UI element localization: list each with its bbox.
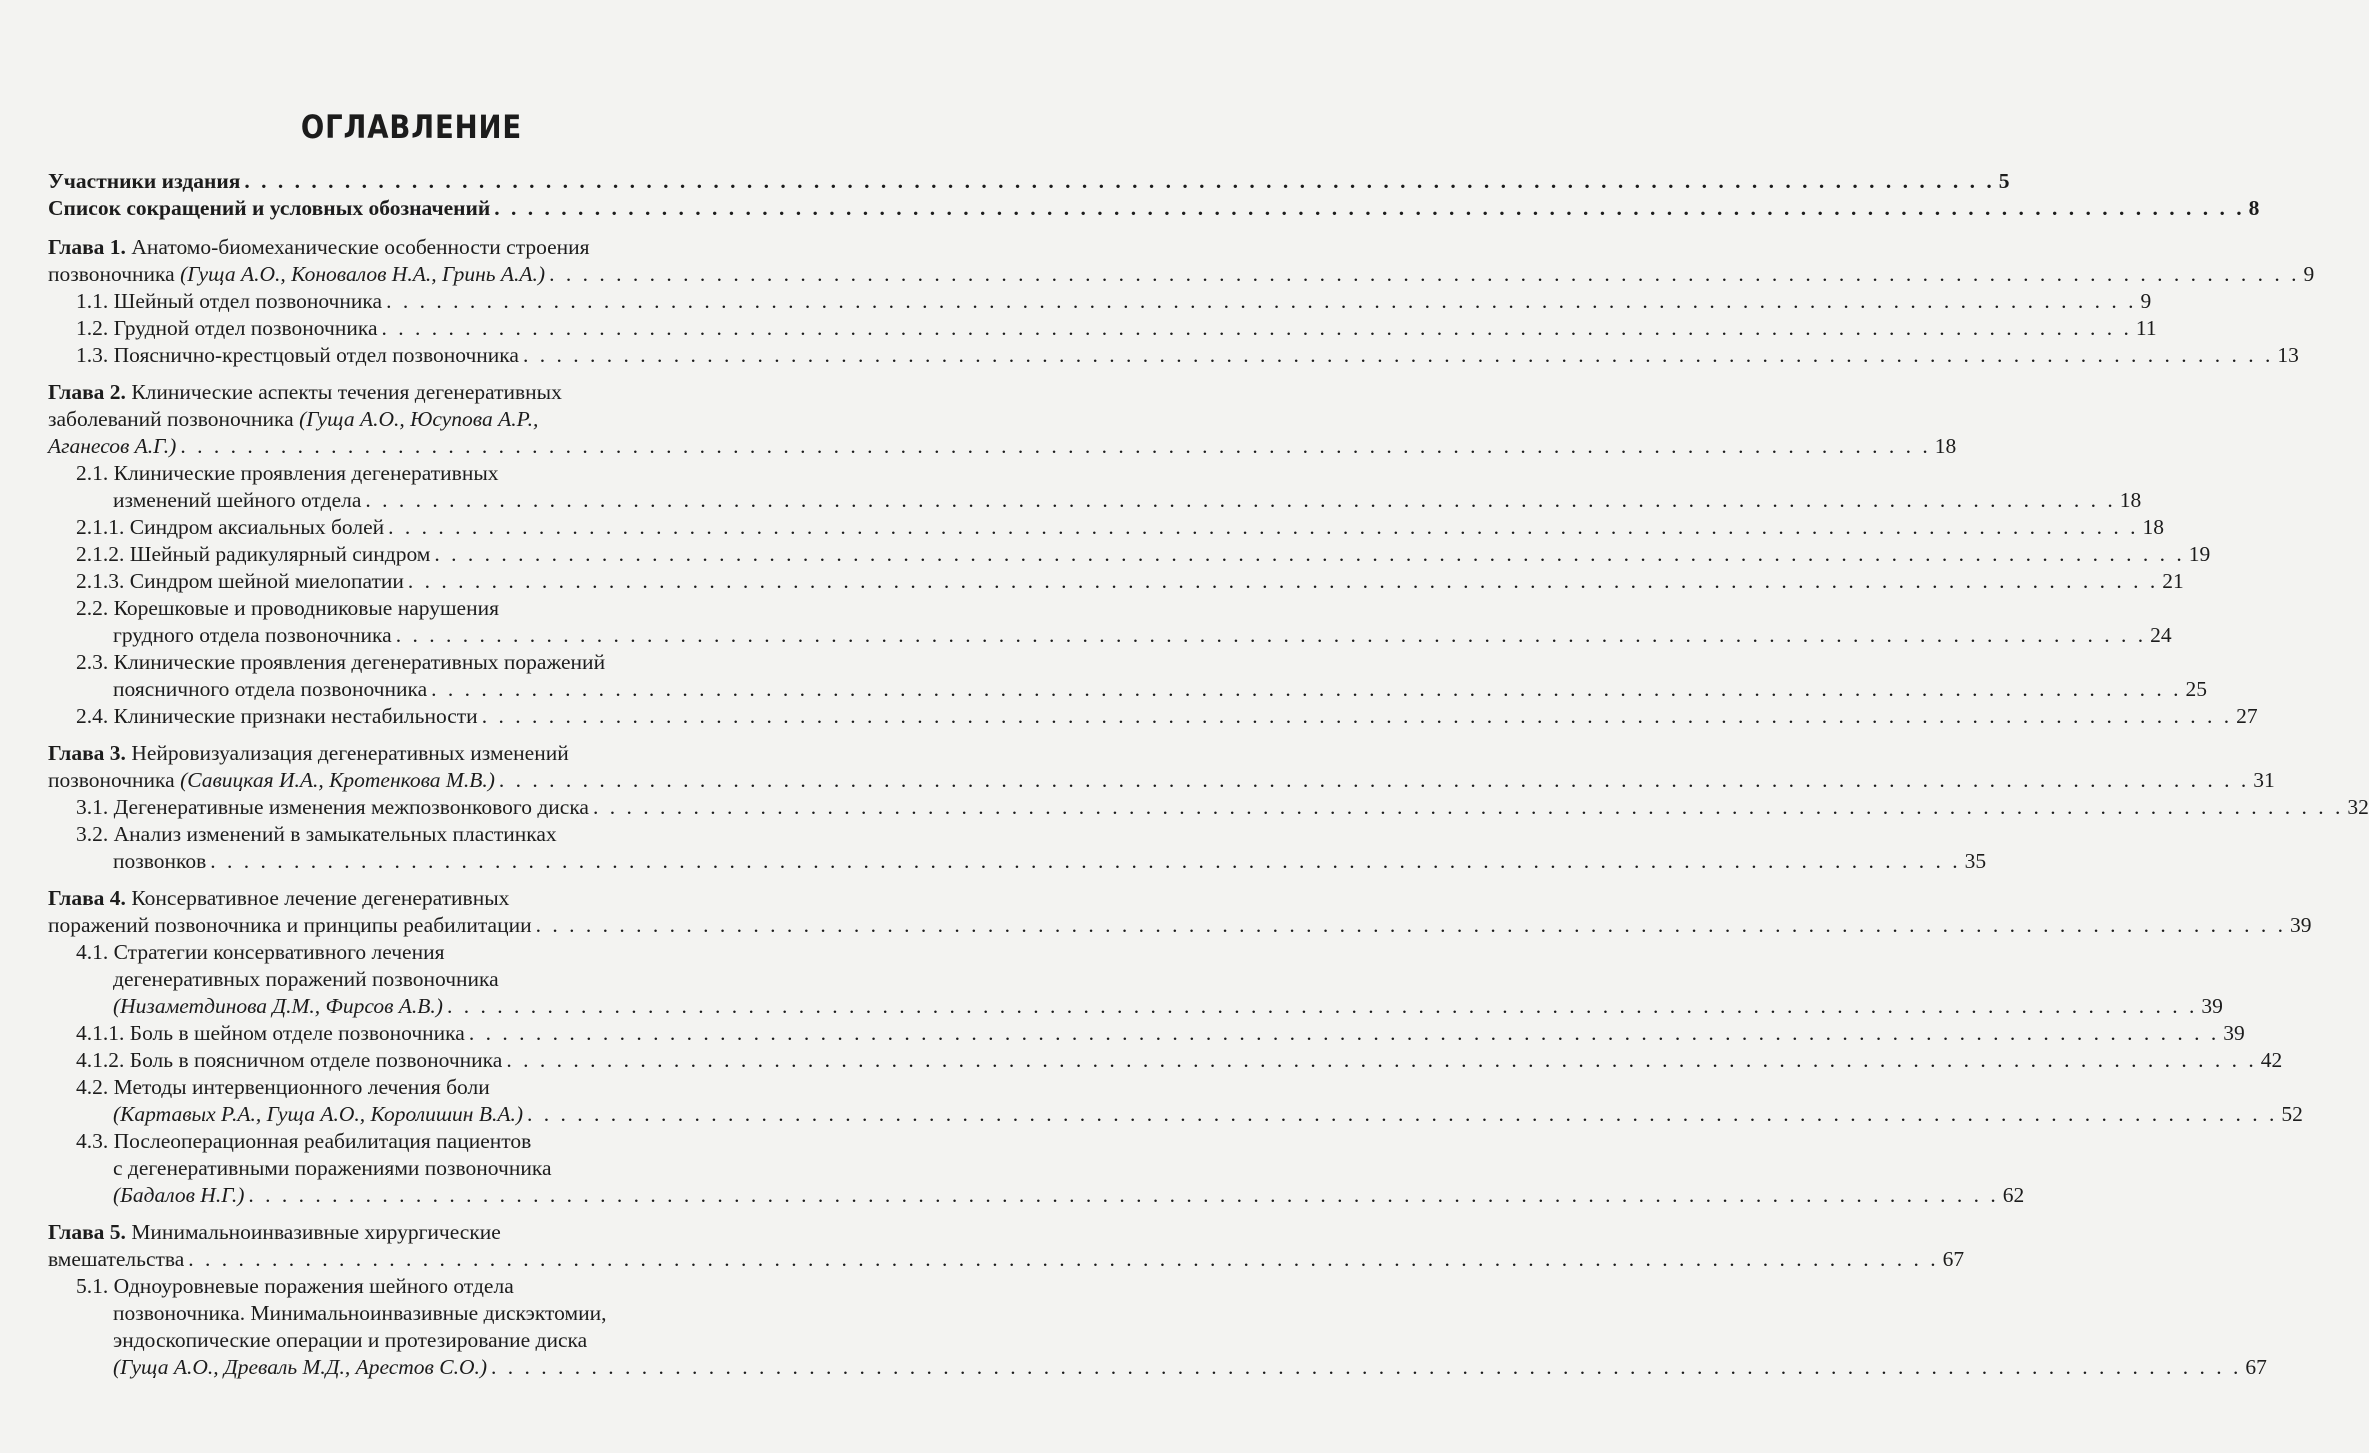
entry-text: Нейровизуализация дегенеративных изменений: [125, 741, 569, 765]
page-number: 11: [2135, 316, 2157, 340]
dot-leader: [361, 487, 2119, 514]
authors-text: (Картавых Р.А., Гуща А.О., Королишин В.А.): [113, 1102, 524, 1126]
toc-section-4-3[interactable]: [48, 1182, 2025, 1209]
dot-leader: [523, 1101, 2281, 1128]
authors-text: (Гуща А.О., Коновалов Н.А., Гринь А.А.): [180, 262, 546, 286]
entry-text: позвоночника. Минимальноинвазивные дискэктомии,: [113, 1301, 607, 1325]
toc-chapter-3[interactable]: [48, 767, 2275, 794]
page-number: 35: [1964, 849, 1987, 873]
dot-leader: [545, 261, 2303, 288]
dot-leader: [532, 912, 2290, 939]
page-number: 39: [2289, 913, 2312, 937]
toc-chapter-5-line1: [48, 1219, 778, 1246]
page-number: 67: [1942, 1247, 1965, 1271]
toc-section-5-1-line1: [48, 1273, 778, 1300]
toc-section-2-1-2[interactable]: [48, 541, 2211, 568]
dot-leader: [404, 568, 2162, 595]
toc-section-3-1[interactable]: [48, 794, 2369, 821]
dot-leader: [176, 433, 1934, 460]
dot-leader: [487, 1354, 2245, 1381]
toc-section-4-1[interactable]: [48, 993, 2223, 1020]
dot-leader: [184, 1246, 1942, 1273]
dot-leader: [240, 168, 1998, 195]
toc-section-4-2[interactable]: [48, 1101, 2303, 1128]
entry-text: 2.2. Корешковые и проводниковые нарушения: [76, 596, 499, 620]
toc-section-5-1-line3: [48, 1327, 778, 1354]
entry-text: 1.3. Пояснично-крестцовый отдел позвоночника: [76, 343, 519, 367]
toc-section-5-1-line2: [48, 1300, 778, 1327]
toc-section-4-2-line1: [48, 1074, 778, 1101]
toc-chapter-4-line1: [48, 885, 778, 912]
entry-text: 4.1.1. Боль в шейном отделе позвоночника: [76, 1021, 465, 1045]
entry-text: 2.1.2. Шейный радикулярный синдром: [76, 542, 431, 566]
page-number: 13: [2277, 343, 2299, 367]
dot-leader: [244, 1182, 2002, 1209]
toc-entry-contributors[interactable]: [48, 168, 2010, 195]
entry-text: 2.3. Клинические проявления дегенеративных поражений: [76, 650, 606, 674]
authors-text: (Савицкая И.А., Кротенкова М.В.): [180, 768, 495, 792]
authors-text: (Бадалов Н.Г.): [113, 1183, 245, 1207]
entry-text: эндоскопические операции и протезирование диска: [113, 1328, 588, 1352]
toc-section-5-1[interactable]: [48, 1354, 2267, 1381]
entry-text: Глава 4.: [48, 886, 126, 910]
page-number: 39: [2201, 994, 2223, 1018]
entry-text: позвоночника: [48, 262, 181, 286]
page-number: 9: [2303, 262, 2315, 286]
toc-section-2-2-line1: [48, 595, 778, 622]
entry-text: Минимальноинвазивные хирургические: [125, 1220, 501, 1244]
page-number: 32: [2347, 795, 2369, 819]
entry-text: позвоночника: [48, 768, 181, 792]
toc-section-2-3-line1: [48, 649, 778, 676]
entry-text: поражений позвоночника и принципы реабилитации: [48, 913, 532, 937]
toc-section-4-1-1[interactable]: [48, 1020, 2245, 1047]
entry-text: 2.1.1. Синдром аксиальных болей: [76, 515, 385, 539]
page-number: 18: [2119, 488, 2142, 512]
table-of-contents: [48, 168, 2369, 1381]
toc-chapter-3-line1: [48, 740, 778, 767]
toc-chapter-2-line1: [48, 379, 778, 406]
entry-text: 4.2. Методы интервенционного лечения боли: [76, 1075, 490, 1099]
entry-text: Глава 3.: [48, 741, 126, 765]
dot-leader: [384, 514, 2142, 541]
page-number: 18: [1934, 434, 1957, 458]
toc-section-2-1-1[interactable]: [48, 514, 2165, 541]
authors-text: (Низаметдинова Д.М., Фирсов А.В.): [113, 994, 443, 1018]
toc-section-4-3-line2: [48, 1155, 778, 1182]
dot-leader: [519, 342, 2277, 369]
toc-chapter-2-line2: [48, 406, 778, 433]
entry-text: 4.1. Стратегии консервативного лечения: [76, 940, 445, 964]
dot-leader: [427, 676, 2185, 703]
entry-text: грудного отдела позвоночника: [113, 623, 392, 647]
entry-text: Анатомо-биомеханические особенности строения: [125, 235, 590, 259]
dot-leader: [589, 794, 2347, 821]
entry-text: позвонков: [113, 849, 207, 873]
entry-text: Участники издания: [48, 169, 241, 193]
dot-leader: [465, 1020, 2223, 1047]
entry-text: вмешательства: [48, 1247, 185, 1271]
entry-text: с дегенеративными поражениями позвоночника: [113, 1156, 552, 1180]
toc-entry-abbreviations[interactable]: [48, 195, 2260, 222]
toc-section-4-1-2[interactable]: [48, 1047, 2283, 1074]
toc-section-2-1-3[interactable]: [48, 568, 2184, 595]
toc-section-2-1-line1: [48, 460, 778, 487]
entry-text: 3.1. Дегенеративные изменения межпозвонкового диска: [76, 795, 589, 819]
dot-leader: [430, 541, 2188, 568]
authors-text: Аганесов А.Г.): [48, 434, 177, 458]
page-number: 25: [2185, 677, 2208, 701]
entry-text: 1.2. Грудной отдел позвоночника: [76, 316, 378, 340]
page-number: 31: [2253, 768, 2275, 792]
page-number: 9: [2140, 289, 2152, 313]
entry-text: 1.1. Шейный отдел позвоночника: [76, 289, 383, 313]
entry-text: 4.3. Послеоперационная реабилитация пациентов: [76, 1129, 532, 1153]
dot-leader: [478, 703, 2236, 730]
entry-text: поясничного отдела позвоночника: [113, 677, 428, 701]
entry-text: 4.1.2. Боль в поясничном отделе позвоночника: [76, 1048, 503, 1072]
dot-leader: [502, 1047, 2260, 1074]
toc-section-2-4[interactable]: [48, 703, 2258, 730]
page-title: ОГЛАВЛЕНИЕ: [300, 108, 523, 146]
dot-leader: [206, 848, 1964, 875]
page-number: 39: [2223, 1021, 2245, 1045]
entry-text: Глава 5.: [48, 1220, 126, 1244]
toc-section-3-2-line1: [48, 821, 778, 848]
toc-section-4-1-line1: [48, 939, 778, 966]
page-number: 62: [2002, 1183, 2025, 1207]
page-number: 67: [2245, 1355, 2267, 1379]
entry-text: 2.1.3. Синдром шейной миелопатии: [76, 569, 404, 593]
page-number: 52: [2281, 1102, 2303, 1126]
dot-leader: [490, 195, 2248, 222]
toc-section-1-1[interactable]: [48, 288, 2152, 315]
page-number: 5: [1998, 169, 2010, 193]
page-number: 8: [2248, 196, 2260, 220]
entry-text: изменений шейного отдела: [113, 488, 362, 512]
entry-text: 2.1. Клинические проявления дегенеративных: [76, 461, 499, 485]
toc-section-2-3[interactable]: [48, 676, 2208, 703]
toc-chapter-1[interactable]: [48, 261, 2315, 288]
entry-text: 5.1. Одноуровневые поражения шейного отдела: [76, 1274, 514, 1298]
page-number: 21: [2162, 569, 2184, 593]
toc-section-3-2[interactable]: [48, 848, 1987, 875]
dot-leader: [495, 767, 2253, 794]
authors-text: (Гуща А.О., Древаль М.Д., Арестов С.О.): [113, 1355, 488, 1379]
toc-section-4-1-line2: [48, 966, 778, 993]
page-number: 24: [2150, 623, 2172, 647]
toc-section-2-1[interactable]: [48, 487, 2142, 514]
entry-text: 3.2. Анализ изменений в замыкательных пластинках: [76, 822, 557, 846]
entry-text: дегенеративных поражений позвоночника: [113, 967, 499, 991]
page-number: 19: [2188, 542, 2211, 566]
toc-chapter-5[interactable]: [48, 1246, 1965, 1273]
entry-text: Клинические аспекты течения дегенеративных: [125, 380, 562, 404]
page-number: 18: [2142, 515, 2165, 539]
entry-text: заболеваний позвоночника: [48, 407, 300, 431]
dot-leader: [378, 315, 2136, 342]
page-number: 42: [2260, 1048, 2283, 1072]
toc-chapter-4[interactable]: [48, 912, 2312, 939]
dot-leader: [443, 993, 2201, 1020]
entry-text: Список сокращений и условных обозначений: [48, 196, 491, 220]
entry-text: Глава 1.: [48, 235, 126, 259]
toc-section-1-2[interactable]: [48, 315, 2157, 342]
toc-section-2-2[interactable]: [48, 622, 2172, 649]
toc-section-4-3-line1: [48, 1128, 778, 1155]
entry-text: Глава 2.: [48, 380, 126, 404]
toc-chapter-2[interactable]: [48, 433, 1957, 460]
authors-text: (Гуща А.О., Юсупова А.Р.,: [299, 407, 539, 431]
toc-section-1-3[interactable]: [48, 342, 2299, 369]
dot-leader: [382, 288, 2140, 315]
page-number: 27: [2236, 704, 2258, 728]
entry-text: 2.4. Клинические признаки нестабильности: [76, 704, 478, 728]
dot-leader: [392, 622, 2150, 649]
entry-text: Консервативное лечение дегенеративных: [125, 886, 510, 910]
toc-chapter-1-line1: [48, 234, 778, 261]
